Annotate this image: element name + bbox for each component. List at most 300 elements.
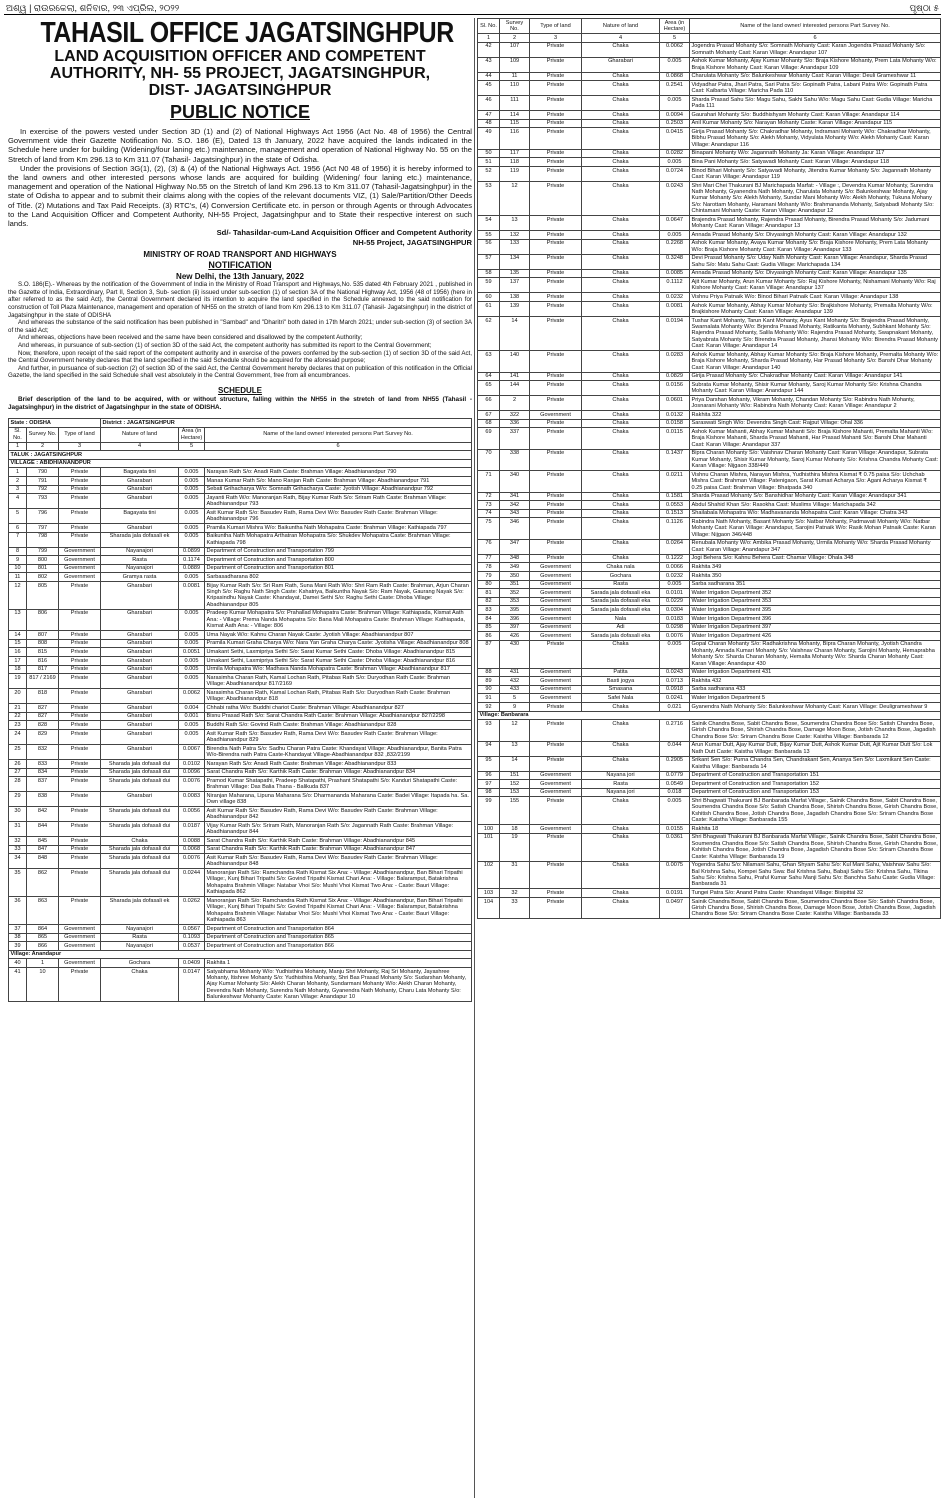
table-row <box>478 149 941 158</box>
row-land-nature: Sharada jala dofasali ek <box>101 532 179 547</box>
row-survey-no: 352 <box>500 589 530 598</box>
row-sl-no: 90 <box>478 685 500 694</box>
table-row <box>478 372 941 381</box>
row-area: 0.005 <box>660 231 690 240</box>
row-survey-no: 791 <box>27 476 59 485</box>
row-owner: Water Irrigation Department 352 <box>690 589 941 598</box>
row-owner: Saraswati Singh W/o: Devendra Singh Cast: Rajput Village: Ohal 336 <box>690 419 941 428</box>
row-land-nature: Gharabari <box>101 689 179 704</box>
table-row <box>478 668 941 677</box>
row-survey-no: 155 <box>500 797 530 825</box>
row-land-type: Private <box>59 648 101 657</box>
row-survey-no: 799 <box>27 547 59 556</box>
row-survey-no: 10 <box>27 968 59 1002</box>
row-owner: Umakant Sethi, Laxmipriya Sethi S/o: Sarat Kumar Sethi Caste: Dhoba Village: Abadhianandpur 815 <box>205 648 472 657</box>
row-owner: Birendra Nath Patra S/o: Sadhu Charan Patra Caste: Khandayat Village: Abadhianandpur, Banita Patra W/o-Birendra nath Patra Caste-Khandayat Village-Abadhianandpur 832 ,832/2199 <box>205 745 472 760</box>
table-row <box>478 897 941 918</box>
row-area: 0.0243 <box>660 668 690 677</box>
table-row <box>478 111 941 120</box>
row-owner: Buddhi Rath S/o: Govind Rath Caste: Brahman Village: Abadhianandpur 828 <box>205 721 472 730</box>
row-area: 0.0115 <box>660 428 690 449</box>
table-row <box>9 657 472 666</box>
row-land-type: Private <box>530 216 582 231</box>
row-area: 0.1437 <box>660 449 690 470</box>
row-survey-no: 805 <box>27 582 59 610</box>
table-row <box>9 639 472 648</box>
row-land-type: Private <box>530 269 582 278</box>
row-land-type: Private <box>59 532 101 547</box>
row-owner: Water Irrigation Department 431 <box>690 668 941 677</box>
row-land-type: Private <box>530 158 582 167</box>
row-sl-no: 15 <box>9 639 27 648</box>
row-land-type: Private <box>59 631 101 640</box>
table-header-row <box>478 19 941 34</box>
row-sl-no: 18 <box>9 665 27 674</box>
row-land-type: Private <box>530 509 582 518</box>
row-sl-no: 48 <box>478 119 500 128</box>
row-land-nature: Sharada jala dofasali dui <box>101 845 179 854</box>
table-row <box>9 532 472 547</box>
table-row <box>478 411 941 420</box>
row-survey-no: 153 <box>500 788 530 797</box>
table-row <box>478 632 941 641</box>
row-survey-no: 817 / 2169 <box>27 674 59 689</box>
col-number: 1 <box>478 34 500 43</box>
row-area: 0.0601 <box>660 396 690 411</box>
col-number: 1 <box>9 442 27 451</box>
row-land-type: Private <box>530 239 582 254</box>
table-row <box>478 293 941 302</box>
row-land-type: Private <box>530 756 582 771</box>
row-land-type: Private <box>530 492 582 501</box>
row-sl-no: 60 <box>478 293 500 302</box>
row-owner: Vishnu Priya Patnaik W/o: Binod Bihari Patnaik Cast: Karan Village: Anandapur 138 <box>690 293 941 302</box>
row-land-type: Private <box>530 278 582 293</box>
row-owner: Bipra Charan Mohanty S/o: Vaishnav Charan Mohanty Cast: Karan Village: Anandapur, Subrata Kumar Mohanty, Shisir Kumar Mohanty, Saroj Kumar Mohanty S/o: Krishna Chandra Mohanty Cast: Karan Village: Nijgaon 338/449 <box>690 449 941 470</box>
row-survey-no: 844 <box>27 822 59 837</box>
row-land-type: Private <box>530 449 582 470</box>
row-land-type: Government <box>59 564 101 573</box>
row-sl-no: 25 <box>9 745 27 760</box>
row-area: 0.005 <box>660 797 690 825</box>
table-row <box>478 580 941 589</box>
row-sl-no: 58 <box>478 269 500 278</box>
header-area: Area (in Hectare) <box>179 427 205 442</box>
col-number: 3 <box>530 34 582 43</box>
row-sl-no: 57 <box>478 254 500 269</box>
row-owner: Sarat Chandra Rath S/o: Karthik Rath Caste: Brahman Village: Abadhianandpur 845 <box>205 837 472 846</box>
row-owner: Sainik Chandra Bose, Sabit Chandra Bose, Soumendra Chandra Bose S/o: Satish Chandra Bose, Girish Chandra Bose, Shirish Chandra Bose, Damage Moon Bose, Jotish Chandra Bose, Jagadish Chandra Bose S/o: Sriram Chandra Bose Caste: Kaistha Village: Banbarada 33 <box>690 897 941 918</box>
row-land-type: Private <box>59 760 101 769</box>
row-survey-no: 14 <box>500 316 530 350</box>
row-land-type: Private <box>59 582 101 610</box>
row-area: 0.2716 <box>660 720 690 741</box>
row-area: 0.001 <box>179 712 205 721</box>
table-row <box>9 845 472 854</box>
row-land-type: Private <box>530 166 582 181</box>
row-survey-no: 817 <box>27 665 59 674</box>
row-land-type: Government <box>59 959 101 968</box>
table-row <box>478 833 941 861</box>
row-land-nature: Gharabari <box>101 609 179 630</box>
row-land-nature: Chaka <box>582 278 660 293</box>
row-land-nature: Gramya rasta <box>101 573 179 582</box>
row-area: 0.0229 <box>660 597 690 606</box>
row-survey-no: 793 <box>27 494 59 509</box>
row-land-nature: Rasta <box>582 780 660 789</box>
col-number: 4 <box>582 34 660 43</box>
row-sl-no: 78 <box>478 563 500 572</box>
row-land-nature: Chaka <box>582 269 660 278</box>
row-land-type: Private <box>530 640 582 668</box>
row-land-type: Government <box>59 556 101 565</box>
row-area: 0.005 <box>179 674 205 689</box>
row-land-nature: Sarada jala dofasali eka <box>582 632 660 641</box>
row-area: 0.0889 <box>179 564 205 573</box>
row-sl-no: 21 <box>9 704 27 713</box>
row-land-nature: Chaka <box>582 897 660 918</box>
row-area: 0.2268 <box>660 239 690 254</box>
row-survey-no: 837 <box>27 777 59 792</box>
row-owner: Shri Bhagwati Thakurani BJ Banbarada Marfat Village:, Sainik Chandra Bose, Sabit Chandra Bose, Soumendra Chandra Bose S/o: Satish Chandra Bose, Shirish Chandra Bose, Girish Chandra Bose, Kshitish Chandra Bose, Jotish Chandra Bose, Jagadish Chandra Bose S/o: Sriram Chandra Bose Caste: Kaistha Village: Banbarada 155 <box>690 797 941 825</box>
row-land-type: Government <box>530 685 582 694</box>
row-owner: Department of Construction and Transportation 151 <box>690 771 941 780</box>
table-row <box>9 745 472 760</box>
row-area: 0.0132 <box>660 411 690 420</box>
table-row <box>478 419 941 428</box>
row-land-nature: Gharabari <box>101 704 179 713</box>
notification-para-2: And whereas the substance of the said notification has been published in "Sambad" and "Dharitri" both dated in 17th March 2021; under sub-section (3) of section 3A of the said Act; <box>8 319 472 334</box>
table-row <box>478 269 941 278</box>
row-sl-no: 27 <box>9 768 27 777</box>
row-owner: Sarba sadharana 351 <box>690 580 941 589</box>
row-land-type: Private <box>59 968 101 1002</box>
row-owner: Water Irrigation Department 426 <box>690 632 941 641</box>
row-sl-no: 79 <box>478 571 500 580</box>
row-survey-no: 838 <box>27 792 59 807</box>
row-area: 0.0537 <box>179 942 205 951</box>
row-area: 0.0918 <box>660 685 690 694</box>
row-owner: Sarat Chandra Rath S/o: Karthik Rath Caste: Brahman Village: Abadhianandpur 847 <box>205 845 472 854</box>
row-sl-no: 68 <box>478 419 500 428</box>
table-row <box>9 564 472 573</box>
row-land-type: Government <box>530 668 582 677</box>
row-survey-no: 135 <box>500 269 530 278</box>
row-survey-no: 32 <box>500 889 530 898</box>
row-sl-no: 102 <box>478 861 500 889</box>
row-owner: Subrata Kumar Mohanty, Shisir Kumar Mohanty, Saroj Kumar Mohanty S/o: Krishna Chandra Mohanty Cast: Karan Village: Anandapur 144 <box>690 381 941 396</box>
row-sl-no: 26 <box>9 760 27 769</box>
row-land-type: Private <box>530 231 582 240</box>
row-owner: Gaurahari Mohanty S/o: Buddhishyam Mohanty Cast: Karan Village: Anandapur 114 <box>690 111 941 120</box>
notification-para-6: And further, in pursuance of sub-section (2) of section 3D of the said Act, the Central Government hereby declares that on publication of this notification in the Official Gazette, the land specified in the said Schedule shall vest absolutely in the Central Government, free from all encumbrances. <box>8 364 472 380</box>
row-survey-no: 430 <box>500 640 530 668</box>
row-owner: Baikuntha Nath Mohapatra Arthatran Mohapatra S/o: Shukdev Mohapatra Caste: Brahman Village: Kathiapada 798 <box>205 532 472 547</box>
row-owner: Devi Prasad Mohanty S/o: Uday Nath Mohanty Cast: Karan Village: Anandapur, Sharda Prasad Sahu S/o: Matu Sahu Cast: Gudia Village: Marichapada 134 <box>690 254 941 269</box>
row-survey-no: 797 <box>27 524 59 533</box>
table-row <box>9 509 472 524</box>
row-owner: Rakhita 322 <box>690 411 941 420</box>
schedule-heading: SCHEDULE <box>217 385 262 395</box>
row-owner: Department of Construction and Transportation 152 <box>690 780 941 789</box>
newspaper-masthead <box>4 3 941 15</box>
row-land-nature: Gharabari <box>101 665 179 674</box>
row-land-type: Private <box>530 128 582 149</box>
row-sl-no: 9 <box>9 556 27 565</box>
row-land-nature: Chaka <box>582 411 660 420</box>
row-owner: Umakant Sethi, Laxmipriya Sethi S/o: Sarat Kumar Sethi Caste: Dhoba Village: Abadhianandpur 816 <box>205 657 472 666</box>
row-land-type: Private <box>59 822 101 837</box>
row-survey-no: 322 <box>500 411 530 420</box>
row-owner: Rakhita 350 <box>690 571 941 580</box>
row-area: 0.1126 <box>660 518 690 539</box>
row-survey-no: 338 <box>500 449 530 470</box>
row-sl-no: 41 <box>9 968 27 1002</box>
row-area: 0.1112 <box>660 278 690 293</box>
table-row <box>9 777 472 792</box>
row-land-nature: Chaka <box>582 372 660 381</box>
row-owner: Ashok Kumar Mahanti, Abhay Kumar Mahanti S/o: Braja Kishore Mahanti, Premalta Mahanti W/o: Braja Kishore Mahanti, Sharda Prasad Mahanti, Har Prasad Mahanti S/o: Banshi Dhar Mahanti Cast: Karan Village: Anandapur 337 <box>690 428 941 449</box>
row-survey-no: 862 <box>27 869 59 897</box>
row-area: 0.0155 <box>660 825 690 834</box>
row-sl-no: 3 <box>9 485 27 494</box>
table-row <box>9 468 472 477</box>
table-row <box>478 166 941 181</box>
row-land-type: Private <box>59 494 101 509</box>
row-survey-no: 13 <box>500 216 530 231</box>
row-owner: Satyabhama Mohanty W/o: Yudhisthira Mohanty, Manju Shri Mohanty, Raj Sri Mohanty, Jayashree Mohanty, Itishree Mohanty S/o: Yudhisthira Mohanty, Shri Bas Prasad Mohanty S/o: Sudarshan Mohanty, Ajay Kumar Mohanty S/o: Alekh Charan Mohanty, Sundarmani Mohanty W/o: Alekh Charan Mohanty, Devendra Nath Mohanty, Surendra Nath Mohanty, Gyanendra Nath Mohanty, Charu Lata Mohanty S/o: Balunkeshwar Mohanty Caste: Karan Village: Anandapur 10 <box>205 968 472 1002</box>
row-area: 0.0724 <box>660 166 690 181</box>
row-area: 0.0264 <box>660 539 690 554</box>
column-number-row <box>9 442 472 451</box>
row-land-type: Government <box>59 925 101 934</box>
row-sl-no: 14 <box>9 631 27 640</box>
table-row <box>9 760 472 769</box>
table-row <box>478 677 941 686</box>
row-area: 0.005 <box>179 665 205 674</box>
row-land-nature: Sarada jala dofasali eka <box>582 589 660 598</box>
table-row <box>9 897 472 925</box>
table-row <box>478 780 941 789</box>
row-land-type: Government <box>59 942 101 951</box>
row-land-type: Private <box>530 372 582 381</box>
row-area: 0.005 <box>179 657 205 666</box>
row-area: 0.005 <box>660 158 690 167</box>
row-owner: Annada Prasad Mohanty S/o: Divyasingh Mohanty Cast: Karan Village: Anandapur 135 <box>690 269 941 278</box>
row-land-nature: Sarada jala dofasali eka <box>582 597 660 606</box>
row-survey-no: 827 <box>27 712 59 721</box>
row-survey-no: 802 <box>27 573 59 582</box>
table-row <box>9 721 472 730</box>
row-survey-no: 842 <box>27 807 59 822</box>
row-owner: Sarat Chandra Rath S/o: Karthik Rath Caste: Brahman Village: Abadhianandpur 834 <box>205 768 472 777</box>
row-land-nature: Nayanajori <box>101 925 179 934</box>
row-land-nature: Chaka <box>582 239 660 254</box>
row-sl-no: 98 <box>478 788 500 797</box>
row-owner: Jogendra Prasad Mohanty S/o: Somnath Mohanty Cast: Karan Jogendra Prasad Mohanty S/o: Somnath Mohanty Cast: Karan Village: Anandapur 107 <box>690 42 941 57</box>
row-area: 0.0076 <box>660 632 690 641</box>
header-nature: Nature of land <box>582 19 660 34</box>
row-owner: Brajendra Prasad Mohanty, Rajendra Prasad Mohanty, Birendra Prasad Mohanty S/o: Jadumani Mohanty Cast: Karan Village: Anandapur 13 <box>690 216 941 231</box>
row-survey-no: 14 <box>500 756 530 771</box>
table-row <box>9 547 472 556</box>
row-land-type: Government <box>530 632 582 641</box>
col-number: 6 <box>205 442 472 451</box>
row-land-nature: Gochara <box>101 959 179 968</box>
row-sl-no: 1 <box>9 468 27 477</box>
row-area: 0.0051 <box>179 648 205 657</box>
notification-date: New Delhi, the 13th January, 2022 <box>176 271 304 281</box>
row-sl-no: 67 <box>478 411 500 420</box>
masthead-page: ପୃଷ୍ଠା ୫ <box>909 3 939 13</box>
row-area: 0.0056 <box>179 807 205 822</box>
row-land-nature: Gharabari <box>101 639 179 648</box>
row-land-type: Private <box>530 419 582 428</box>
row-area: 0.005 <box>660 57 690 72</box>
row-owner: Priya Darshan Mohanty, Vikram Mohanty, Chandan Mohanty S/o: Rabindra Nath Mohanty, Josnarani Mohanty W/o: Rabindra Nath Mohanty Cast: Karan Village: Anandapur 2 <box>690 396 941 411</box>
row-sl-no: 19 <box>9 674 27 689</box>
row-survey-no: 114 <box>500 111 530 120</box>
table-row <box>9 968 472 1002</box>
row-survey-no: 346 <box>500 518 530 539</box>
row-land-nature: Chaka <box>582 42 660 57</box>
row-area: 0.0211 <box>660 471 690 492</box>
row-owner: Sharda Prasad Mohanty S/o: Banshidhar Mohanty Cast: Karan Village: Anandapur 341 <box>690 492 941 501</box>
table-row <box>9 573 472 582</box>
row-land-type: Private <box>59 674 101 689</box>
row-survey-no: 12 <box>500 181 530 215</box>
row-owner: Ashok Kumar Mohanty, Ajay Kumar Mohanty S/o: Braja Kishore Mohanty, Prem Lata Mohanty W/o: Braja Kishore Mohanty Cast: Karan Village: Anandapur 109 <box>690 57 941 72</box>
row-owner: Department of Construction and Transportation 866 <box>205 942 472 951</box>
row-land-type: Private <box>530 861 582 889</box>
row-sl-no: 34 <box>9 854 27 869</box>
row-land-nature: Chaka <box>582 889 660 898</box>
row-owner: Department of Construction and Transportation 865 <box>205 933 472 942</box>
table-row <box>478 702 941 711</box>
header-area: Area (in Hectare) <box>660 19 690 34</box>
row-land-type: Private <box>59 897 101 925</box>
row-owner: Binapani Mohanty W/o: Jagannath Mohanty Ja: Karan Village: Anandapur 117 <box>690 149 941 158</box>
row-area: 0.0194 <box>660 316 690 350</box>
row-sl-no: 2 <box>9 476 27 485</box>
col-number: 3 <box>59 442 101 451</box>
row-survey-no: 432 <box>500 677 530 686</box>
table-row <box>478 181 941 215</box>
table-row <box>478 597 941 606</box>
row-owner: Rakhita 1 <box>205 959 472 968</box>
row-owner: Department of Construction and Transportation 799 <box>205 547 472 556</box>
row-owner: Jogi Behera S/o: Kahnu Behera Cast: Chamar Village: Ohala 348 <box>690 554 941 563</box>
row-sl-no: 100 <box>478 825 500 834</box>
village-label: VILLAGE : ABIDHIANANDPUR <box>9 459 472 468</box>
row-land-nature: Sharada jala dofasali dui <box>101 854 179 869</box>
col-number: 5 <box>660 34 690 43</box>
row-sl-no: 61 <box>478 301 500 316</box>
row-area: 0.005 <box>179 609 205 630</box>
row-sl-no: 43 <box>478 57 500 72</box>
row-owner: Charulata Mohanty S/o: Balunkeshwar Mohanty Cast: Karan Village: Deuli Grameshwar 11 <box>690 72 941 81</box>
row-land-nature: Chaka <box>582 111 660 120</box>
row-land-nature: Gharabari <box>101 674 179 689</box>
table-row <box>9 582 472 610</box>
row-survey-no: 140 <box>500 351 530 372</box>
row-owner: Gopal Charan Mohanty S/o: Radhakrishna Mohanty, Bipra Charan Mohanty, Jyotish Chandra Mohanty, Annada Kumari Mohanty S/o: Vaishnav Charan Mohanty, Sarojini Mohanty, Hemaprabha Mohanty S/o: Sharda Charan Mohanty, Hemalta Mohanty W/o: Sharda Charan Mohanty Cast: Karan Village: Anandapur 430 <box>690 640 941 668</box>
row-sl-no: 10 <box>9 564 27 573</box>
row-land-nature: Chaka <box>582 428 660 449</box>
row-sl-no: 12 <box>9 582 27 610</box>
row-area: 0.0158 <box>660 419 690 428</box>
row-survey-no: 1 <box>27 959 59 968</box>
row-owner: Manas Kumar Rath S/o: Mano Ranjan Rath Caste: Brahman Village: Abadhianandpur 791 <box>205 476 472 485</box>
table-row <box>478 96 941 111</box>
row-owner: Water Irrigation Department 353 <box>690 597 941 606</box>
row-area: 0.0076 <box>179 777 205 792</box>
row-land-nature: Chaka <box>582 640 660 668</box>
row-sl-no: 7 <box>9 532 27 547</box>
row-land-nature: Gharabari <box>101 524 179 533</box>
table-row <box>478 492 941 501</box>
row-land-nature: Chaka <box>582 741 660 756</box>
row-sl-no: 91 <box>478 694 500 703</box>
row-sl-no: 54 <box>478 216 500 231</box>
row-land-type: Private <box>530 428 582 449</box>
row-land-type: Private <box>59 721 101 730</box>
row-land-type: Government <box>530 825 582 834</box>
row-land-nature: Sarada jala dofasali eka <box>582 606 660 615</box>
row-owner: Tushar Kant Mohanty, Tarun Kant Mohanty, Ayus Kant Mohanty S/o: Brajendra Prasad Mohanty, Swarnalata Mohanty W/o: Brjendra Prasad Mohanty, Ratikanta Mohanty, Subhkant Mohanty S/o: Rajendra Prasad Mohanty, Salila Mohanty W/o: Rajendra Prasad Mohanty, Swapnakant Mohanty, Satyabrata Mohanty S/o: Birendra Prasad Mohanty, Jhansi Mohanty W/o: Birendra Prasad Mohanty Cast: Karan Village: Anandapur 14 <box>690 316 941 350</box>
row-land-nature: Smasana <box>582 685 660 694</box>
row-land-type: Government <box>59 933 101 942</box>
row-survey-no: 806 <box>27 609 59 630</box>
row-area: 0.0304 <box>660 606 690 615</box>
row-sl-no: 36 <box>9 897 27 925</box>
schedule-table-left <box>8 418 472 1002</box>
row-land-nature: Chaka <box>582 702 660 711</box>
table-row <box>478 771 941 780</box>
row-survey-no: 340 <box>500 471 530 492</box>
row-owner: Department of Construction and Transportation 801 <box>205 564 472 573</box>
row-land-type: Private <box>59 807 101 822</box>
row-sl-no: 72 <box>478 492 500 501</box>
row-owner: Urmila Mohapatra W/o: Madhava Nanda Mohapatra Caste: Brahman Village: Abadhianandpur 817 <box>205 665 472 674</box>
row-sl-no: 31 <box>9 822 27 837</box>
row-land-type: Private <box>530 81 582 96</box>
row-land-type: Government <box>59 547 101 556</box>
row-land-nature: Gharabari <box>101 582 179 610</box>
table-row <box>478 741 941 756</box>
row-survey-no: 337 <box>500 428 530 449</box>
table-row <box>478 606 941 615</box>
row-owner: Manoranjan Rath S/o: Ramchandra Rath Kismat Six Ana: - Village: Abadhianandpur, Ban Bihari Tripathi Village:, Kunj Bihari Tripathi S/o: Govind Tripathi Kismat Chari Ana: - Village: Balaramput, Batakrishna Mohapatra Brahmin Village: Natabar Vhoi S/o: Mushi Vhoi Kismat Two Ana: - Caste: Bauri Village: Kathiapada 862 <box>205 869 472 897</box>
signature-line-2: NH-55 Project, JAGATSINGHPUR <box>352 238 472 248</box>
row-area: 0.0081 <box>179 582 205 610</box>
row-area: 0.005 <box>660 580 690 589</box>
row-land-type: Private <box>530 96 582 111</box>
row-land-nature: Sharada jala dofasali dui <box>101 768 179 777</box>
row-area: 0.005 <box>179 494 205 509</box>
row-owner: Girija Prasad Mohanty S/o: Chakradhar Mohanty Cast: Karan Village: Anandapur 141 <box>690 372 941 381</box>
row-sl-no: 76 <box>478 539 500 554</box>
row-land-nature: Sharada jala dofasali dui <box>101 869 179 897</box>
row-land-nature: Nayana jori <box>582 788 660 797</box>
table-row <box>9 768 472 777</box>
header-survey: Survey No. <box>500 19 530 34</box>
row-land-type: Government <box>530 614 582 623</box>
row-land-nature: Sharada jala dofasali dui <box>101 777 179 792</box>
table-row <box>478 571 941 580</box>
column-number-row <box>478 34 941 43</box>
row-sl-no: 65 <box>478 381 500 396</box>
